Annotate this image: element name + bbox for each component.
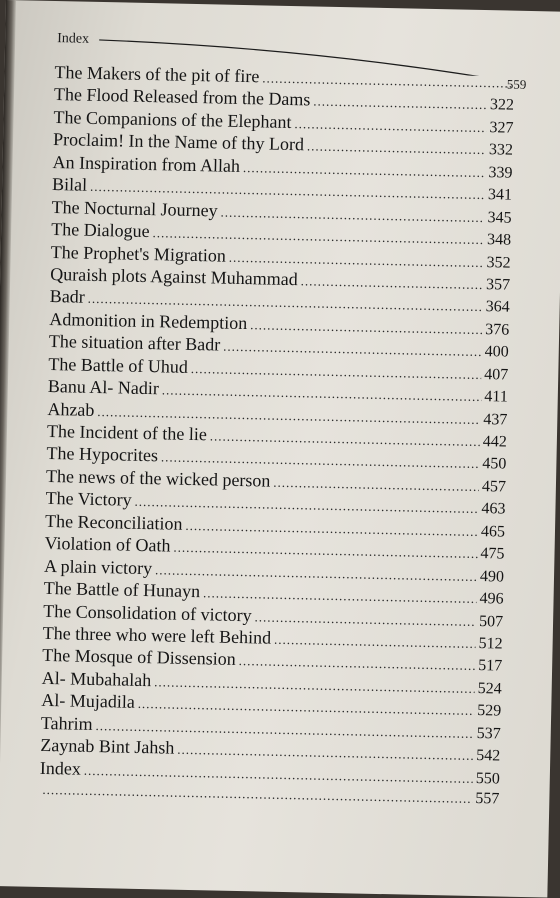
toc-entry-page: 496 [479, 590, 504, 608]
toc-entry-title: The Companions of the Elephant [53, 106, 292, 132]
header-label: Index [57, 31, 90, 47]
toc-entry-title: The Hypocrites [46, 443, 159, 466]
toc-entry-title: The Makers of the pit of fire [54, 62, 260, 87]
table-of-contents [39, 61, 514, 811]
toc-entry-page: 542 [476, 747, 501, 765]
toc-entry-title: The Battle of Uhud [48, 353, 189, 377]
toc-entry-title: The Incident of the lie [46, 420, 208, 445]
toc-entry-page: 507 [478, 612, 504, 631]
toc-entry-title: The Consolidation of victory [43, 600, 252, 625]
toc-entry-page: 524 [477, 679, 502, 698]
toc-entry-title: The Flood Released from the Dams [53, 84, 311, 110]
toc-entry-title: The three who were left Behind [42, 622, 272, 648]
toc-entry-page: 463 [481, 500, 506, 518]
toc-entry-page: 357 [485, 276, 511, 294]
toc-entry-page: 557 [475, 790, 500, 808]
header-page-number: 559 [506, 76, 527, 92]
toc-entry-page: 400 [484, 343, 509, 361]
toc-entry-page: 339 [488, 163, 513, 182]
toc-entry-page: 512 [478, 634, 503, 653]
toc-entry-page: 442 [482, 433, 508, 451]
toc-entry-page: 407 [484, 365, 509, 384]
toc-entry-title: Bilal [51, 174, 88, 195]
toc-entry-page: 376 [485, 320, 510, 339]
toc-entry-page: 457 [481, 477, 507, 496]
toc-entry-page: 550 [475, 769, 500, 788]
toc-entry-page: 517 [477, 657, 503, 675]
toc-entry-page: 411 [484, 388, 508, 406]
toc-entry-title: The Dialogue [51, 219, 150, 242]
toc-entry-title: The Reconciliation [44, 510, 183, 534]
toc-entry-page: 475 [480, 545, 505, 563]
toc-entry-page: 322 [489, 96, 515, 115]
toc-entry-title: Zaynab Bint Jahsh [40, 735, 175, 758]
dot-leader [313, 91, 487, 117]
toc-entry-page: 537 [476, 724, 501, 743]
toc-entry-title: The Nocturnal Journey [51, 196, 218, 221]
toc-entry-page: 437 [483, 410, 508, 429]
toc-entry-page: 348 [486, 231, 512, 249]
toc-entry-page: 341 [487, 186, 513, 204]
toc-entry-title: A plain victory [43, 555, 153, 578]
toc-entry-page: 352 [486, 253, 511, 272]
toc-entry-page: 332 [488, 141, 514, 159]
dot-leader [300, 270, 483, 296]
toc-entry-page: 450 [482, 455, 507, 474]
toc-entry-page: 364 [485, 298, 510, 316]
toc-entry-page: 490 [479, 567, 505, 586]
toc-entry-title: The Battle of Hunayn [43, 577, 201, 602]
toc-entry-title: The Mosque of Dissension [42, 645, 236, 670]
toc-entry-title: Violation of Oath [44, 533, 171, 556]
toc-entry-title: Ahzab [47, 398, 95, 420]
book-spine [0, 0, 16, 886]
toc-entry-title: Quraish plots Against Muhammad [50, 263, 298, 290]
toc-entry-title: Banu Al- Nadir [47, 376, 160, 399]
toc-entry-title: Badr [49, 286, 86, 308]
toc-entry-title: Al- Mujadila [41, 690, 136, 713]
toc-entry-title: Al- Mubahalah [41, 667, 152, 691]
toc-entry-title: An Inspiration from Allah [52, 151, 241, 176]
toc-entry-page: 345 [487, 208, 512, 227]
toc-entry-title: The Prophet's Migration [50, 241, 227, 266]
dot-leader [307, 136, 486, 162]
toc-entry-title: Index [39, 757, 82, 779]
toc-entry-page: 465 [480, 522, 506, 541]
toc-entry-title: Proclaim! In the Name of thy Lord [52, 129, 305, 155]
toc-entry-title: Admonition in Redemption [49, 308, 248, 333]
toc-entry-title: Tahrim [40, 712, 93, 734]
toc-entry-title: The Victory [45, 488, 132, 511]
toc-entry-title: The situation after Badr [48, 331, 221, 355]
toc-entry-page: 327 [489, 119, 514, 137]
toc-entry-page: 529 [477, 702, 502, 720]
toc-entry-title: The news of the wicked person [45, 465, 271, 491]
